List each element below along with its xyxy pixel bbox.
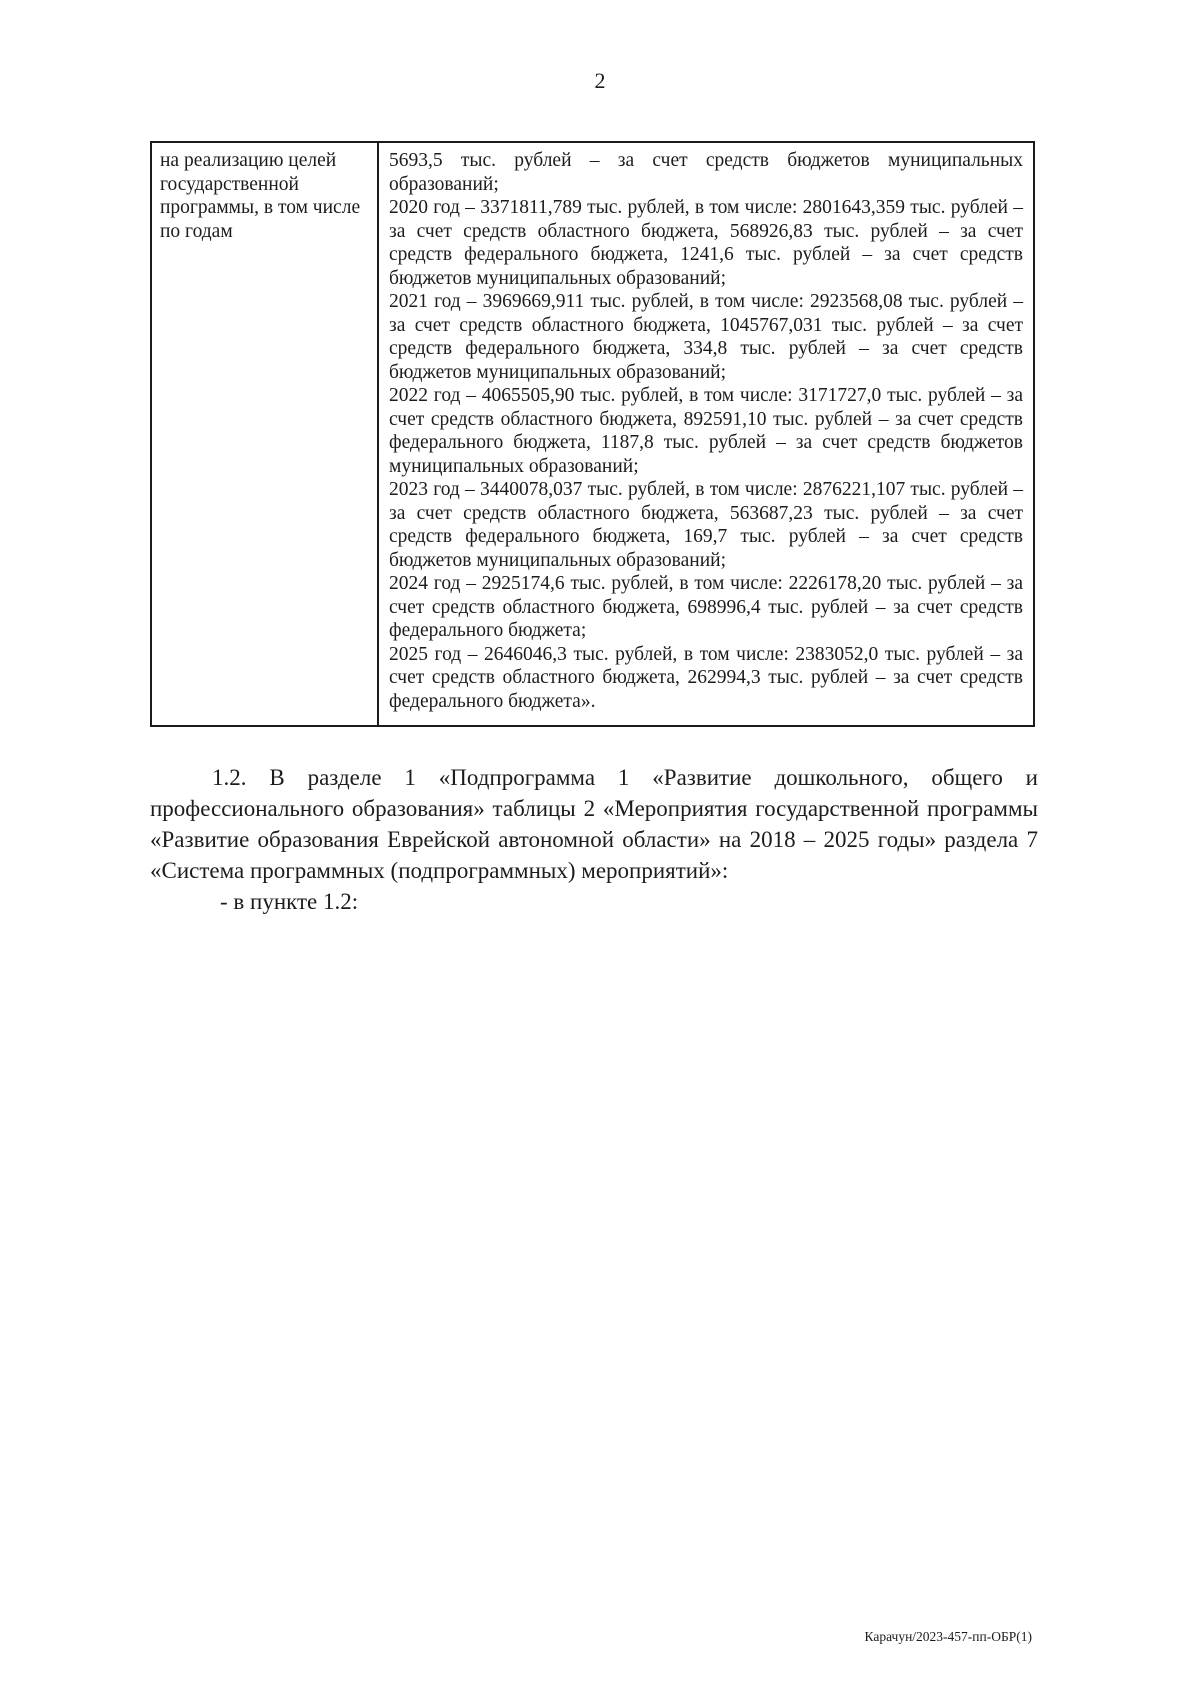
budget-paragraph-2025: 2025 год – 2646046,3 тыс. рублей, в том числе: 2383052,0 тыс. рублей – за счет средств областного бюджета, 262994,3 тыс. рублей – за счет средств федерального бюджета». (389, 643, 1023, 712)
sub-item-punkt-1-2: - в пункте 1.2: (220, 889, 359, 914)
budget-paragraph-2020: 2020 год – 3371811,789 тыс. рублей, в том числе: 2801643,359 тыс. рублей – за счет средств областного бюджета, 568926,83 тыс. рублей – за счет средств федерального бюджета, 1241,6 тыс. рублей – за счет средств бюджетов муниципальных образований; (389, 197, 1023, 289)
budget-paragraph-intro: 5693,5 тыс. рублей – за счет средств бюджетов муниципальных образований; (389, 150, 1023, 195)
page-number: 2 (594, 68, 606, 93)
paragraph-1-2: 1.2. В разделе 1 «Подпрограмма 1 «Развитие дошкольного, общего и профессионального образования» таблицы 2 «Мероприятия государственной программы «Развитие образования Еврейской автономной области» на 2018 – 2025 годы» раздела 7 «Система программных (подпрограммных) мероприятий»: (150, 765, 1038, 883)
budget-paragraph-2024: 2024 год – 2925174,6 тыс. рублей, в том числе: 2226178,20 тыс. рублей – за счет средств областного бюджета, 698996,4 тыс. рублей – за счет средств федерального бюджета; (389, 573, 1023, 641)
table-row-label: на реализацию целей государственной программы, в том числе по годам (152, 143, 379, 725)
body-text-block (150, 762, 1038, 917)
budget-table (150, 141, 1035, 727)
budget-paragraph-2023: 2023 год – 3440078,037 тыс. рублей, в том числе: 2876221,107 тыс. рублей – за счет средств областного бюджета, 563687,23 тыс. рублей – за счет средств федерального бюджета, 169,7 тыс. рублей – за счет средств бюджетов муниципальных образований; (389, 479, 1023, 571)
budget-paragraph-2021: 2021 год – 3969669,911 тыс. рублей, в том числе: 2923568,08 тыс. рублей – за счет средств областного бюджета, 1045767,031 тыс. рублей – за счет средств федерального бюджета, 334,8 тыс. рублей – за счет средств бюджетов муниципальных образований; (389, 291, 1023, 383)
budget-paragraph-2022: 2022 год – 4065505,90 тыс. рублей, в том числе: 3171727,0 тыс. рублей – за счет средств областного бюджета, 892591,10 тыс. рублей – за счет средств федерального бюджета, 1187,8 тыс. рублей – за счет средств бюджетов муниципальных образований; (389, 385, 1023, 477)
table-row-value (379, 143, 1033, 725)
footer-reference: Карачун/2023-457-пп-ОБР(1) (864, 1629, 1032, 1644)
